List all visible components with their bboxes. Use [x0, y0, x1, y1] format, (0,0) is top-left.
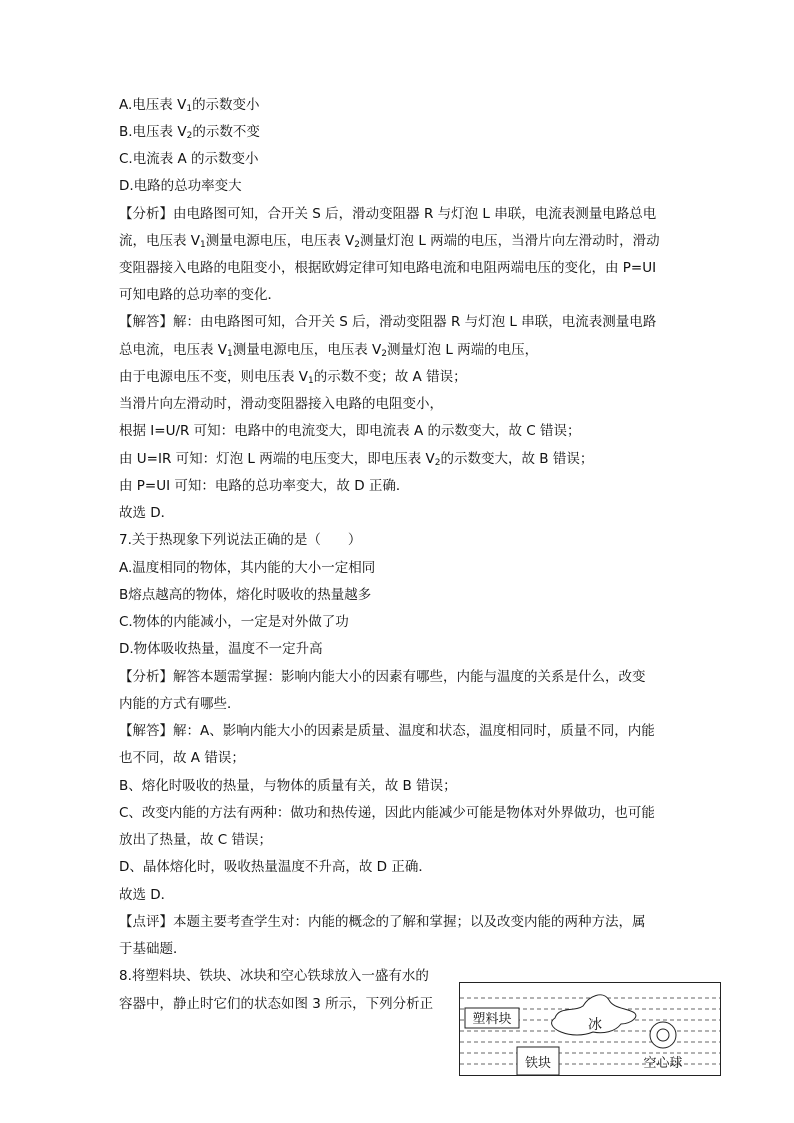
- q7-solution-line: B、熔化时吸收的热量，与物体的质量有关，故 B 错误；: [119, 778, 457, 794]
- analysis-line: 变阻器接入电路的电阻变小，根据欧姆定律可知电路电流和电阻两端电压的变化，由 P=UI: [119, 260, 657, 276]
- question-8-stem: 容器中，静止时它们的状态如图 3 所示，下列分析正: [119, 996, 434, 1012]
- solution-line: 由 P=UI 可知：电路的总功率变大，故 D 正确．: [119, 478, 410, 494]
- solution-line: 总电流，电压表 $V_1$测量电源电压，电压表 $V_2$测量灯泡 L 两端的电压，: [119, 342, 539, 359]
- option-a-voltmeter1: A.电压表 $V_1$的示数变小: [119, 97, 260, 114]
- q7-analysis-line: 【分析】解答本题需掌握：影响内能大小的因素有哪些，内能与温度的关系是什么，改变: [119, 669, 646, 685]
- q7-solution-line: D、晶体熔化时，吸收热量温度不升高，故 D 正确．: [119, 859, 432, 875]
- q7-comment-line: 【点评】本题主要考查学生对：内能的概念的了解和掌握；以及改变内能的两种方法，属: [119, 914, 646, 930]
- plastic-block-label: 塑料块: [472, 1012, 512, 1027]
- analysis-line: 可知电路的总功率的变化．: [119, 287, 281, 303]
- solution-line: 根据 I=U/R 可知：电路中的电流变大，即电流表 A 的示数变大，故 C 错误；: [119, 423, 581, 439]
- option-d-power: D.电路的总功率变大: [119, 178, 242, 194]
- ice-label: 冰: [588, 1017, 602, 1033]
- answer-line: 故选 D．: [119, 505, 175, 521]
- q7-comment-line: 于基础题．: [119, 941, 187, 957]
- q7-solution-line: 【解答】解：A、影响内能大小的因素是质量、温度和状态，温度相同时，质量不同，内能: [119, 723, 655, 739]
- analysis-line: 流，电压表 $V_1$测量电源电压，电压表 $V_2$测量灯泡 L 两端的电压，当滑片向左滑动时，滑动: [119, 233, 660, 250]
- hollow-ball-inner: [657, 1029, 669, 1041]
- option-c-ammeter: C.电流表 A 的示数变小: [119, 151, 259, 167]
- figure-3-container-diagram: [459, 982, 721, 1076]
- q7-option-d: D.物体吸收热量，温度不一定升高: [119, 641, 323, 657]
- question-7-stem: 7.关于热现象下列说法正确的是（ ）: [119, 532, 362, 548]
- solution-line: 由 U=IR 可知：灯泡 L 两端的电压变大，即电压表 $V_2$的示数变大，故 B 错误；: [119, 451, 594, 468]
- q7-analysis-line: 内能的方式有哪些．: [119, 696, 241, 712]
- analysis-line: 【分析】由电路图可知，合开关 S 后，滑动变阻器 R 与灯泡 L 串联，电流表测量电路总电: [119, 206, 657, 222]
- q7-option-c: C.物体的内能减小，一定是对外做了功: [119, 614, 349, 630]
- solution-line: 由于电源电压不变，则电压表 $V_1$的示数不变；故 A 错误；: [119, 369, 467, 386]
- solution-line: 当滑片向左滑动时，滑动变阻器接入电路的电阻变小，: [119, 396, 443, 412]
- q7-solution-line: 放出了热量，故 C 错误；: [119, 832, 273, 848]
- solution-line: 【解答】解：由电路图可知，合开关 S 后，滑动变阻器 R 与灯泡 L 串联，电流表测量电路: [119, 314, 657, 330]
- hollow-ball-label: 空心球: [643, 1056, 683, 1071]
- q7-solution-line: 也不同，故 A 错误；: [119, 750, 245, 766]
- q7-option-a: A.温度相同的物体，其内能的大小一定相同: [119, 560, 376, 576]
- question-8-stem: 8.将塑料块、铁块、冰块和空心铁球放入一盛有水的: [119, 968, 429, 984]
- q7-answer-line: 故选 D．: [119, 887, 175, 903]
- q7-solution-line: C、改变内能的方法有两种：做功和热传递，因此内能减少可能是物体对外界做功，也可能: [119, 805, 655, 821]
- option-b-voltmeter2: B.电压表 $V_2$的示数不变: [119, 124, 260, 141]
- iron-block-label: 铁块: [524, 1056, 552, 1071]
- q7-option-b: B熔点越高的物体，熔化时吸收的热量越多: [119, 587, 372, 603]
